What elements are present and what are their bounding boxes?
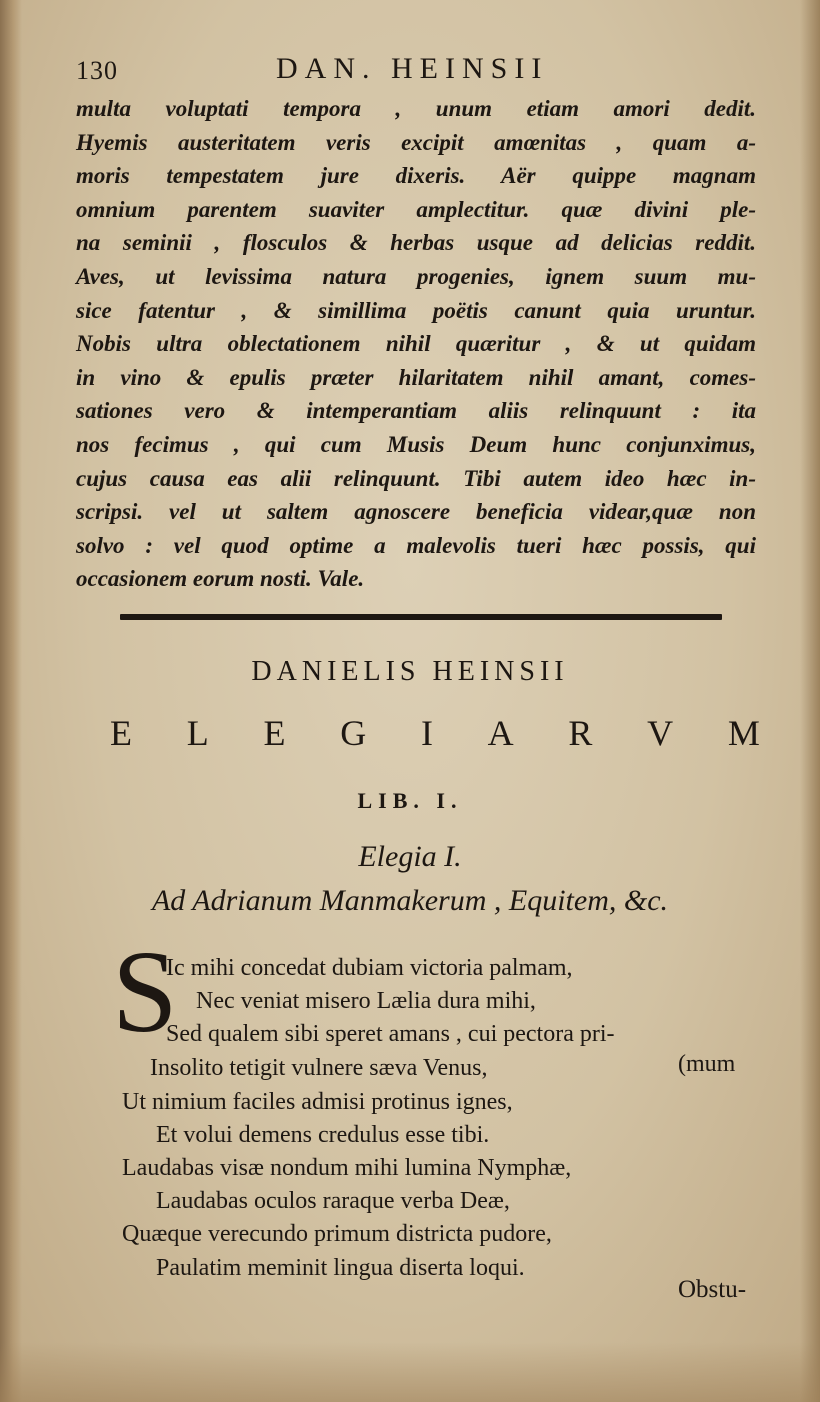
title-work-letter: I bbox=[420, 713, 433, 753]
poem-line: Sed qualem sibi speret amans , cui pectora pri- bbox=[166, 1021, 615, 1047]
title-author: DANIELIS HEINSII bbox=[251, 656, 569, 687]
letter-line: sationes vero & intemperantiam aliis relinquunt : ita bbox=[76, 398, 756, 424]
page-header bbox=[76, 52, 756, 92]
poem-line: Ut nimium faciles admisi protinus ignes, bbox=[122, 1089, 513, 1115]
title-work-letter: M bbox=[727, 713, 760, 753]
title-dedication: Ad Adrianum Manmakerum , Equitem, &c. bbox=[151, 884, 669, 917]
title-work bbox=[110, 712, 760, 756]
title-work-letter: A bbox=[487, 713, 514, 753]
letter-line: na seminii , flosculos & herbas usque ad delicias reddit. bbox=[76, 230, 756, 256]
dedicatory-letter bbox=[76, 92, 756, 596]
letter-line: Aves, ut levissima natura progenies, ignem suum mu- bbox=[76, 263, 756, 289]
letter-line: scripsi. vel ut saltem agnoscere beneficia videar,quæ non bbox=[76, 499, 756, 525]
poem-line: Laudabas visæ nondum mihi lumina Nymphæ, bbox=[122, 1155, 572, 1181]
page-right-edge bbox=[800, 0, 820, 1402]
title-work-letter: V bbox=[647, 713, 674, 753]
drop-cap: S bbox=[112, 926, 178, 1057]
running-head: DAN. HEINSII bbox=[276, 52, 549, 85]
letter-line: moris tempestatem jure dixeris. Aër quippe magnam bbox=[76, 163, 756, 189]
poem-line-turnover: (mum bbox=[678, 1051, 736, 1077]
poem-line: Laudabas oculos raraque verba Deæ, bbox=[156, 1188, 510, 1214]
title-work-letter: L bbox=[186, 713, 209, 753]
poem-line: Paulatim meminit lingua diserta loqui. bbox=[156, 1255, 525, 1281]
poem-line: Et volui demens credulus esse tibi. bbox=[156, 1122, 490, 1148]
section-rule bbox=[120, 614, 722, 620]
letter-line: multa voluptati tempora , unum etiam amori dedit. bbox=[76, 96, 756, 121]
page-left-edge bbox=[0, 0, 22, 1402]
letter-line: omnium parentem suaviter amplectitur. quæ divini ple- bbox=[76, 196, 756, 222]
letter-line: cujus causa eas alii relinquunt. Tibi autem ideo hæc in- bbox=[76, 465, 756, 491]
letter-line: solvo : vel quod optime a malevolis tueri hæc possis, qui bbox=[76, 532, 756, 558]
letter-line: Nobis ultra oblectationem nihil quæritur , & ut quidam bbox=[76, 331, 756, 357]
page-number: 130 bbox=[76, 56, 118, 85]
poem-line: Insolito tetigit vulnere sæva Venus, bbox=[150, 1055, 488, 1081]
title-book: LIB. I. bbox=[357, 788, 463, 813]
title-work-letter: G bbox=[340, 713, 367, 753]
title-elegy: Elegia I. bbox=[358, 840, 462, 873]
catchword: Obstu- bbox=[678, 1276, 747, 1303]
letter-line: Hyemis austeritatem veris excipit amœnitas , quam a- bbox=[76, 129, 756, 155]
letter-line: nos fecimus , qui cum Musis Deum hunc conjunximus, bbox=[76, 431, 756, 457]
poem-line: Quæque verecundo primum districta pudore, bbox=[122, 1221, 552, 1247]
page-bottom-edge bbox=[0, 1342, 820, 1402]
letter-line: in vino & epulis præter hilaritatem nihil amant, comes- bbox=[76, 364, 756, 390]
title-work-letter: R bbox=[568, 713, 593, 753]
title-work-letter: E bbox=[263, 713, 286, 753]
poem-line: Ic mihi concedat dubiam victoria palmam, bbox=[166, 955, 573, 981]
poem-line: Nec veniat misero Lælia dura mihi, bbox=[196, 988, 536, 1014]
title-work-letter: E bbox=[110, 713, 132, 753]
letter-line: sice fatentur , & simillima poëtis canunt quia uruntur. bbox=[76, 297, 756, 323]
letter-line: occasionem eorum nosti. Vale. bbox=[76, 566, 365, 592]
